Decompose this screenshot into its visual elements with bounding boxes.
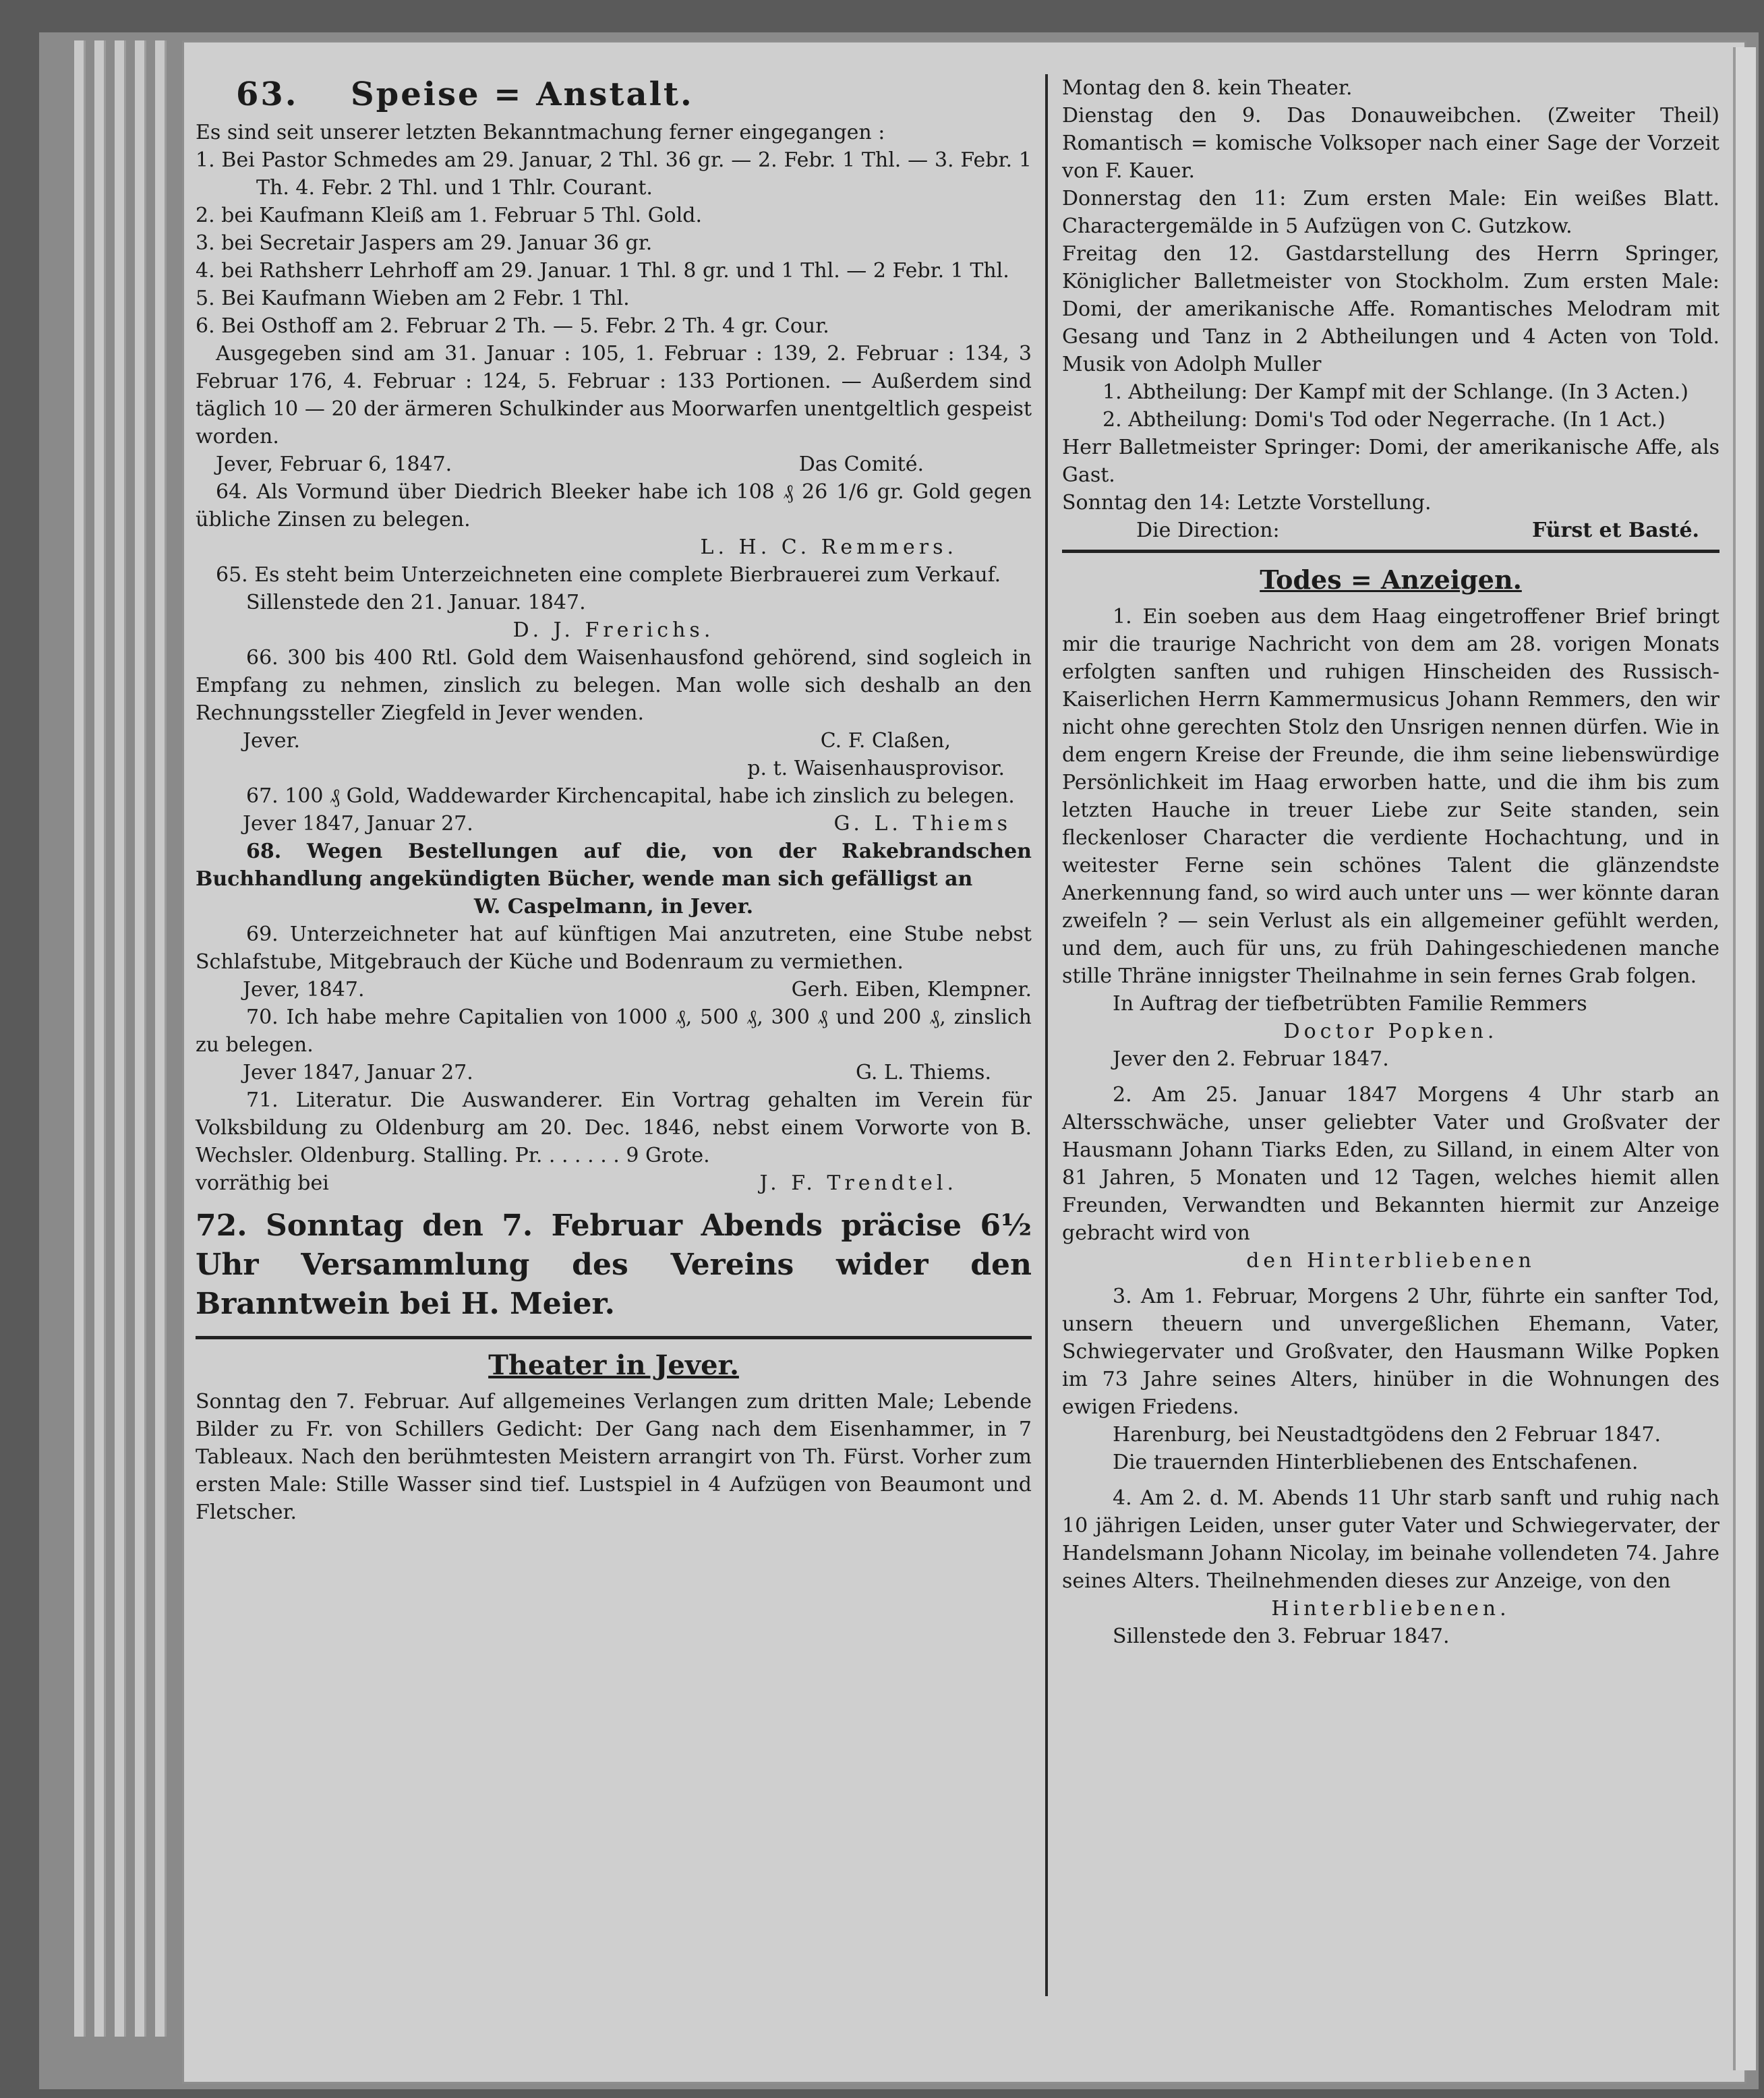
speise-signoff <box>196 450 1032 478</box>
ad-72-notice: 72. Sonntag den 7. Februar Abends präcise 6½ Uhr Versammlung des Vereins wider den Branntwein bei H. Meier. <box>196 1208 1032 1321</box>
ad-71-signoff <box>196 1169 1032 1197</box>
speise-number: 63. <box>236 76 299 113</box>
speise-item: 5. Bei Kaufmann Wieben am 2 Febr. 1 Thl. <box>196 287 630 310</box>
ad-67-signoff <box>196 810 1032 838</box>
ad-68-text: 68. Wegen Bestellungen auf die, von der Rakebrandschen Buchhandlung angekündigten Bücher, wende man sich gefälligst an <box>196 840 1032 891</box>
theater-freitag: Freitag den 12. Gastdarstellung des Herrn Springer, Königlicher Balletmeister von Stockholm. Zum ersten Male: Domi, der amerikanische Affe. Romantisches Melodram mit Gesang und Tanz in 2 Abtheilungen und 4 Acten von Told. Musik von Adolph Muller <box>1062 242 1719 376</box>
todes-2-signature: den Hinterbliebenen <box>1246 1249 1535 1273</box>
left-column <box>196 74 1032 1526</box>
ad-65-place: Sillenstede den 21. Januar. 1847. <box>246 591 586 614</box>
page-stack-edge <box>135 40 146 2037</box>
speise-ausgegeben: Ausgegeben sind am 31. Januar : 105, 1. Februar : 139, 2. Februar : 134, 3 Februar 176, 4. Februar : 124, 5. Februar : 133 Portionen. — Außerdem sind täglich 10 — 20 der ärmeren Schulkinder aus Moorwarfen unentgeltlich gespeist worden. <box>196 342 1032 448</box>
ad-69-signoff <box>196 976 1032 1003</box>
place: vorräthig bei <box>196 1171 329 1195</box>
todes-1-signature: Doctor Popken. <box>1283 1020 1498 1043</box>
page-stack-edge <box>74 40 86 2037</box>
signature: Das Comité. <box>798 453 924 476</box>
ad-66-text: 66. 300 bis 400 Rtl. Gold dem Waisenhausfond gehörend, sind sogleich in Empfang zu nehmen, zinslich zu belegen. Man wolle sich deshalb an den Rechnungssteller Ziegfeld in Jever wenden. <box>196 646 1032 725</box>
place-date: Jever, 1847. <box>243 978 365 1001</box>
signature: Gerh. Eiben, Klempner. <box>791 978 1032 1001</box>
speise-item: 4. bei Rathsherr Lehrhoff am 29. Januar. 1 Thl. 8 gr. und 1 Thl. — 2 Febr. 1 Thl. <box>196 259 1009 283</box>
speise-item: 2. bei Kaufmann Kleiß am 1. Februar 5 Thl. Gold. <box>196 204 702 227</box>
ad-71-text: 71. Literatur. Die Auswanderer. Ein Vortrag gehalten im Verein für Volksbildung zu Oldenburg am 20. Dec. 1846, nebst einem Vorworte von B. Wechsler. Oldenburg. Stalling. Pr. . . . . . . 9 Grote. <box>196 1088 1032 1167</box>
speise-item: 6. Bei Osthoff am 2. Februar 2 Th. — 5. Febr. 2 Th. 4 gr. Cour. <box>196 314 829 338</box>
speise-item: 3. bei Secretair Jaspers am 29. Januar 36 gr. <box>196 231 653 255</box>
ad-66-signature-title: p. t. Waisenhausprovisor. <box>747 757 1005 780</box>
speise-heading <box>196 74 1032 115</box>
theater-direction <box>1062 517 1719 544</box>
ad-65-signature: D. J. Frerichs. <box>512 618 715 642</box>
ad-66-signoff <box>196 727 1032 755</box>
todes-heading: Todes = Anzeigen. <box>1260 564 1522 595</box>
theater-donnerstag: Donnerstag den 11: Zum ersten Male: Ein weißes Blatt. Charactergemälde in 5 Aufzügen von C. Gutzkow. <box>1062 187 1719 238</box>
theater-abtheilung-1: 1. Abtheilung: Der Kampf mit der Schlange. (In 3 Acten.) <box>1102 380 1688 404</box>
todes-4-signature: Hinterbliebenen. <box>1271 1597 1510 1621</box>
todes-1-text: 1. Ein soeben aus dem Haag eingetroffener Brief bringt mir die traurige Nachricht von dem am 28. vorigen Monats erfolgten sanften und ruhigen Hinscheiden des Russisch-Kaiserlichen Herrn Kammermusicus Johann Remmers, den wir nicht ohne gerechten Stolz den Unsrigen nennen dürfen. Wie in dem engern Kreise der Freunde, die ihm seine liebenswürdige Persönlichkeit im Haag erworben hatte, und die ihm bis zum letzten Hauche in treuer Liebe zur Seite standen, sein fleckenloser Character die verdiente Hochachtung, und in weitester Ferne sein schönes Talent die glänzendste Anerkennung fand, so wird auch unter uns — wer könnte daran zweifeln ? — sein Verlust als ein allgemeiner gefühlt werden, und dem, auch für uns, zu früh Dahingeschiedenen manche stille Thräne innigster Theilnahme in sein fernes Grab folgen. <box>1062 605 1719 988</box>
place-date: Jever 1847, Januar 27. <box>243 812 473 836</box>
todes-3-signature: Die trauernden Hinterbliebenen des Entschafenen. <box>1113 1451 1639 1474</box>
ad-65-text: 65. Es steht beim Unterzeichneten eine complete Bierbrauerei zum Verkauf. <box>216 563 1001 587</box>
todes-3-place: Harenburg, bei Neustadtgödens den 2 Februar 1847. <box>1113 1423 1661 1447</box>
signature: C. F. Claßen, <box>820 729 951 753</box>
right-column <box>1062 74 1719 1650</box>
todes-1-auftrag: In Auftrag der tiefbetrübten Familie Remmers <box>1113 992 1587 1016</box>
ad-70-text: 70. Ich habe mehre Capitalien von 1000 ₰, 500 ₰, 300 ₰ und 200 ₰, zinslich zu belegen. <box>196 1006 1032 1057</box>
section-rule <box>196 1336 1032 1339</box>
place-date: Jever 1847, Januar 27. <box>243 1061 473 1084</box>
ad-70-signoff <box>196 1059 1032 1086</box>
place: Jever. <box>243 729 301 753</box>
theater-heading: Theater in Jever. <box>488 1349 739 1381</box>
ad-69-text: 69. Unterzeichneter hat auf künftigen Mai anzutreten, eine Stube nebst Schlafstube, Mitgebrauch der Küche und Bodenraum zu vermiethen. <box>196 923 1032 974</box>
signature: G. L. Thiems. <box>855 1061 991 1084</box>
ad-67-text: 67. 100 ₰ Gold, Waddewarder Kirchencapital, habe ich zinslich zu belegen. <box>246 784 1015 808</box>
page-stack-edge <box>115 40 126 2037</box>
signature: G. L. Thiems <box>833 812 1011 836</box>
section-rule <box>1062 550 1719 553</box>
theater-sonntag: Sonntag den 7. Februar. Auf allgemeines Verlangen zum dritten Male; Lebende Bilder zu Fr. von Schillers Gedicht: Der Gang nach dem Eisenhammer, in 7 Tableaux. Nach den berühmtesten Meistern arrangirt von Th. Fürst. Vorher zum ersten Male: Stille Wasser sind tief. Lustspiel in 4 Aufzügen von Beaumont und Fletscher. <box>196 1390 1032 1524</box>
todes-4-place: Sillenstede den 3. Februar 1847. <box>1113 1625 1450 1648</box>
signature: J. F. Trendtel. <box>759 1171 958 1195</box>
ad-64-text: 64. Als Vormund über Diedrich Bleeker habe ich 108 ₰ 26 1/6 gr. Gold gegen übliche Zinsen zu belegen. <box>196 480 1032 531</box>
theater-dienstag: Dienstag den 9. Das Donauweibchen. (Zweiter Theil) Romantisch = komische Volksoper nach einer Sage der Vorzeit von F. Kauer. <box>1062 104 1719 183</box>
ad-64-signature: L. H. C. Remmers. <box>700 535 958 559</box>
page-stack-edge <box>155 40 167 2037</box>
speise-item: 1. Bei Pastor Schmedes am 29. Januar, 2 Thl. 36 gr. — 2. Febr. 1 Thl. — 3. Febr. 1 Th. 4. Febr. 2 Thl. und 1 Thlr. Courant. <box>196 148 1032 200</box>
speise-intro: Es sind seit unserer letzten Bekanntmachung ferner eingegangen : <box>196 121 885 144</box>
ad-68-signature: W. Caspelmann, in Jever. <box>473 895 754 919</box>
direction-names: Fürst et Basté. <box>1531 519 1699 542</box>
theater-sonntag-14: Sonntag den 14: Letzte Vorstellung. <box>1062 491 1432 515</box>
theater-montag: Montag den 8. kein Theater. <box>1062 76 1353 100</box>
place-date: Jever, Februar 6, 1847. <box>216 453 452 476</box>
column-divider <box>1045 74 1048 1996</box>
page-right-edge <box>1733 47 1756 2070</box>
todes-3-text: 3. Am 1. Februar, Morgens 2 Uhr, führte ein sanfter Tod, unsern theuern und unvergeßlichen Ehemann, Vater, Schwiegervater und Großvater, den Hausmann Wilke Popken im 73 Jahre seines Alters, hinüber in die Wohnungen des ewigen Friedens. <box>1062 1285 1719 1419</box>
direction-label: Die Direction: <box>1136 519 1280 542</box>
todes-1-place: Jever den 2. Februar 1847. <box>1113 1047 1389 1071</box>
theater-abtheilung-2: 2. Abtheilung: Domi's Tod oder Negerrache. (In 1 Act.) <box>1102 408 1666 432</box>
todes-2-text: 2. Am 25. Januar 1847 Morgens 4 Uhr starb an Altersschwäche, unser geliebter Vater und Großvater der Hausmann Johann Tiarks Eden, zu Silland, in einem Alter von 81 Jahren, 5 Monaten und 12 Tagen, welches hiemit allen Freunden, Verwandten und Bekannten hiermit zur Anzeige gebracht wird von <box>1062 1083 1719 1245</box>
todes-4-text: 4. Am 2. d. M. Abends 11 Uhr starb sanft und ruhig nach 10 jährigen Leiden, unser guter Vater und Schwiegervater, der Handelsmann Johann Nicolay, im beinahe vollendeten 74. Jahre seines Alters. Theilnehmenden dieses zur Anzeige, von den <box>1062 1486 1719 1593</box>
speise-title: Speise = Anstalt. <box>351 76 694 113</box>
theater-herr: Herr Balletmeister Springer: Domi, der amerikanische Affe, als Gast. <box>1062 436 1719 487</box>
page-stack-edge <box>94 40 106 2037</box>
